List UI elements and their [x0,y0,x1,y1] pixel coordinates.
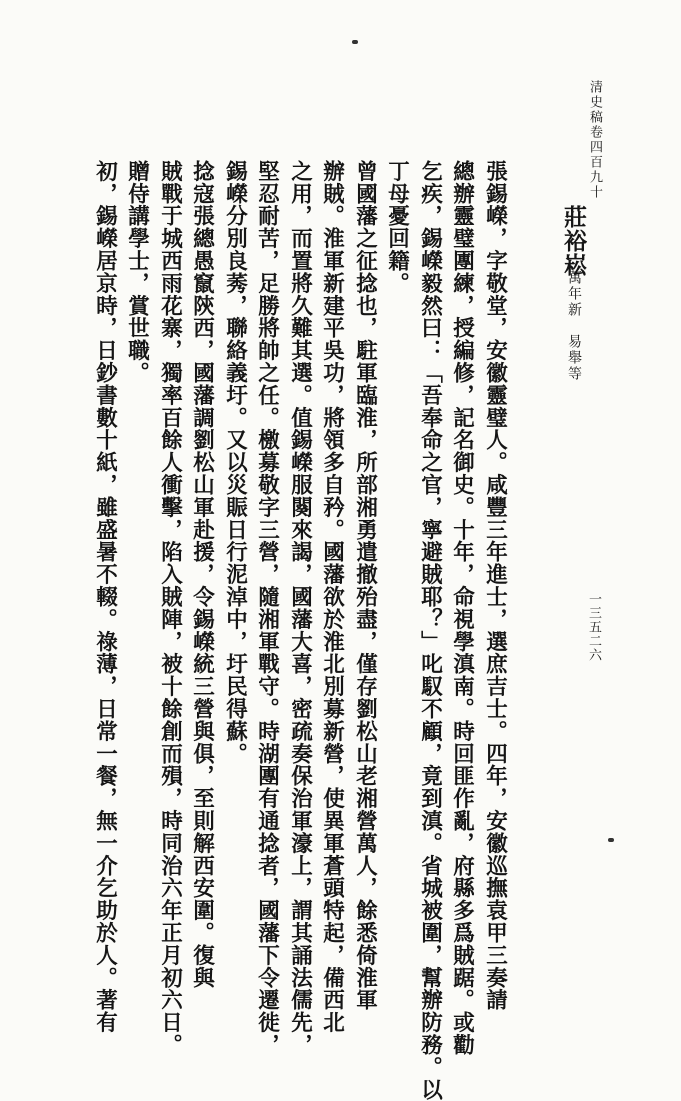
scan-mark [352,40,358,44]
page-number: 一三五二六 [586,592,601,662]
body-column-8: 堅忍耐苦，足勝將帥之任。檄募敬字三營，隨湘軍戰守。時湖團有通捻者，國藩下令遷徙， [254,160,280,1056]
body-column-3: 乞疾，錫嶸毅然曰：「吾奉命之官，寧避賊耶？」叱馭不顧，竟到滇。省城被圍，幫辦防務。以 [417,160,443,1101]
body-column-11: 賊戰于城西雨花寨，獨率百餘人衝擊，陷入賊陣，被十餘創而殞，時同治六年正月初六日。 [157,160,183,1056]
scan-mark [608,838,614,842]
body-column-9: 錫嶸分別良莠，聯絡義圩。又以災賑日行泥淖中，圩民得蘇。 [222,160,248,765]
body-column-1: 張錫嶸，字敬堂，安徽靈璧人。咸豐三年進士，選庶吉士。四年，安徽巡撫袁甲三奏請 [482,160,508,1012]
body-column-12: 贈侍講學士，賞世職。 [124,160,150,384]
running-title: 清史稿卷四百九十 [587,80,602,200]
body-column-5: 曾國藩之征捻也，駐軍臨淮，所部湘勇遣撤殆盡，僅存劉松山老湘營萬人，餘悉倚淮軍 [352,160,378,1012]
body-column-2: 總辦靈璧團練，授編修，記名御史。十年，命視學滇南。時回匪作亂，府縣多爲賊踞。或勸 [449,160,475,1056]
section-title: 莊裕崧 [560,205,587,277]
section-subjects: 萬年新 易舉等 [566,270,582,382]
body-column-10: 捻寇張總愚竄陝西，國藩調劉松山軍赴援，令錫嶸統三營與俱，至則解西安圍。復與 [189,160,215,989]
body-column-4: 丁母憂回籍。 [384,160,410,295]
body-column-7: 之用，而置將久難其選。值錫嶸服闋來謁，國藩大喜，密疏奏保治軍濠上，謂其誦法儒先， [287,160,313,1056]
body-column-6: 辦賊。淮軍新建平吳功，將領多自矜。國藩欲於淮北別募新營，使異軍蒼頭特起，備西北 [319,160,345,1034]
body-column-13: 初，錫嶸居京時，日鈔書數十紙，雖盛暑不輟。祿薄，日常一餐，無一介乞助於人。著有 [92,160,118,1034]
